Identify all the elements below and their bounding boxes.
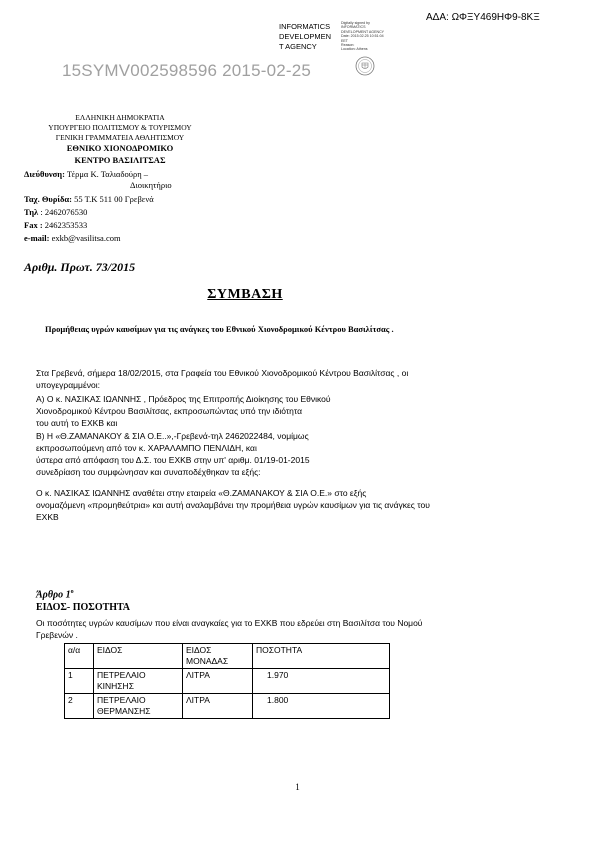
address-value: Τέρμα Κ. Ταλιαδούρη – <box>64 169 149 179</box>
header-center-line2: ΚΕΝΤΡΟ ΒΑΣΙΛΙΤΣΑΣ <box>74 155 166 165</box>
agency-line: INFORMATICS <box>279 22 331 31</box>
table-row <box>65 694 390 719</box>
article-number: Άρθρο 1 <box>36 589 71 601</box>
body-line: Β) Η «Θ.ΖΑΜΑΝΑΚΟΥ & ΣΙΑ Ο.Ε..»,-Γρεβενά-τηλ 2462022484, νομίμως <box>36 431 309 441</box>
page-number: 1 <box>295 782 300 792</box>
postal-value: 55 Τ.Κ 511 00 Γρεβενά <box>72 194 154 204</box>
table-cell: 1.800 <box>253 694 390 719</box>
table-cell: 1.970 <box>253 669 390 694</box>
body-line: ονομαζόμενη «προμηθεύτρια» και αυτή αναλαμβάνει την προμήθεια υγρών καυσίμων για τις ανάγκες του <box>36 500 430 510</box>
table-cell: 1 <box>65 669 94 694</box>
article-text: Γρεβενών . <box>36 630 78 640</box>
table-header-cell: ΕΙΔΟΣ <box>94 644 183 669</box>
body-line: Χιονοδρομικού Κέντρου Βασιλίτσας, εκπροσωπώντας υπό την ιδιότητα <box>36 406 303 416</box>
body-line: συνεδρίαση του συμφώνησαν και συναποδέχθηκαν τα εξής: <box>36 467 261 477</box>
table-header-cell: ΕΙΔΟΣ ΜΟΝΑΔΑΣ <box>183 644 253 669</box>
agency-line: T AGENCY <box>279 42 317 51</box>
article-heading: ΕΙΔΟΣ- ΠΟΣΟΤΗΤΑ <box>36 602 130 613</box>
signature-line: Date: 2015.02.25 10:51:04 <box>341 34 384 39</box>
body-line: υπογεγραμμένοι: <box>36 380 100 390</box>
table-cell: ΠΕΤΡΕΛΑΙΟ ΘΕΡΜΑΝΣΗΣ <box>94 694 183 719</box>
article-label <box>36 589 74 600</box>
postal-line <box>24 194 154 205</box>
agency-line: DEVELOPMEN <box>279 32 332 41</box>
tel-value: : 2462076530 <box>38 207 88 217</box>
signature-line: INFORMATICS <box>341 25 366 30</box>
body-line: Ο κ. ΝΑΣΙΚΑΣ ΙΩΑΝΝΗΣ αναθέτει στην εταιρεία «Θ.ΖΑΜΑΝΑΚΟΥ & ΣΙΑ Ο.Ε.» στο εξής <box>36 488 367 498</box>
agency-name <box>279 22 335 52</box>
header-secretariat: ΓΕΝΙΚΗ ΓΡΑΜΜΑΤΕΙΑ ΑΘΛΗΤΙΣΜΟΥ <box>55 133 185 142</box>
table-header-row <box>65 644 390 669</box>
fax-label: Fax : <box>24 220 43 230</box>
header-ministry: ΥΠΟΥΡΓΕΙΟ ΠΟΛΙΤΙΣΜΟΥ & ΤΟΥΡΙΣΜΟΥ <box>48 123 192 132</box>
body-line: Α) Ο κ. ΝΑΣΙΚΑΣ ΙΩΑΝΝΗΣ , Πρόεδρος της Επιτροπής Διοίκησης του Εθνικού <box>36 394 331 404</box>
address-line <box>24 169 148 180</box>
registration-stamp: 15SYMV002598596 2015-02-25 <box>62 61 312 80</box>
postal-label: Ταχ. Θυρίδα: <box>24 194 73 204</box>
signature-line: EET <box>341 38 348 43</box>
table-cell: 2 <box>65 694 94 719</box>
table-cell: ΛΙΤΡΑ <box>183 669 253 694</box>
email-line <box>24 233 121 244</box>
address-continuation: Διοικητήριο <box>130 180 172 190</box>
email-value: exkb@vasilitsa.com <box>49 233 121 243</box>
signature-line: Location: Athens <box>341 47 368 52</box>
body-line: Στα Γρεβενά, σήμερα 18/02/2015, στα Γραφεία του Εθνικού Χιονοδρομικού Κέντρου Βασιλίτσας , οι <box>36 368 409 378</box>
table-header-cell: α/α <box>65 644 94 669</box>
body-line: ΕΧΚΒ <box>36 512 59 522</box>
table-row <box>65 669 390 694</box>
table-cell: ΠΕΤΡΕΛΑΙΟ ΚΙΝΗΣΗΣ <box>94 669 183 694</box>
article-text: Οι ποσότητες υγρών καυσίμων που είναι αναγκαίες για το ΕΧΚΒ που εδρεύει στη Βασιλίτσα του Νομού <box>36 618 423 628</box>
fax-line <box>24 220 87 231</box>
greek-seal-icon <box>355 56 375 81</box>
tel-label: Τηλ <box>24 207 39 217</box>
table-cell: ΛΙΤΡΑ <box>183 694 253 719</box>
protocol-number: Αριθμ. Πρωτ. 73/2015 <box>24 260 136 274</box>
signature-line: Reason: <box>341 43 355 48</box>
email-label: e-mail: <box>24 233 50 243</box>
header-center-line1: ΕΘΝΙΚΟ ΧΙΟΝΟΔΡΟΜΙΚΟ <box>66 143 174 153</box>
fax-value: 2462353533 <box>42 220 88 230</box>
quantity-table <box>64 643 390 719</box>
tel-line <box>24 207 87 218</box>
body-line: εκπροσωπούμενη από τον κ. ΧΑΡΑΛΑΜΠΟ ΠΕΝΛΙΔΗ, και <box>36 443 257 453</box>
document-subtitle: Προμήθειας υγρών καυσίμων για τις ανάγκες του Εθνικού Χιονοδρομικού Κέντρου Βασιλίτσας . <box>45 324 394 334</box>
signature-line: DEVELOPMENT AGENCY <box>341 29 385 34</box>
address-label: Διεύθυνση: <box>24 169 65 179</box>
header-republic: ΕΛΛΗΝΙΚΗ ΔΗΜΟΚΡΑΤΙΑ <box>75 113 165 122</box>
article-ordinal: ο <box>70 589 74 595</box>
digital-signature <box>341 21 389 52</box>
body-line: ύστερα από απόφαση του Δ.Σ. του ΕΧΚΒ στην υπ' αριθμ. 01/19-01-2015 <box>36 455 310 465</box>
document-title: ΣΥΜΒΑΣΗ <box>207 287 283 302</box>
table-header-cell: ΠΟΣΟΤΗΤΑ <box>253 644 390 669</box>
body-line: του αυτή το ΕΧΚΒ και <box>36 418 118 428</box>
signature-line: Digitally signed by <box>341 21 370 25</box>
ada-code: ΑΔΑ: ΩΦΞΥ469ΗΦ9-8ΚΞ <box>426 12 540 23</box>
